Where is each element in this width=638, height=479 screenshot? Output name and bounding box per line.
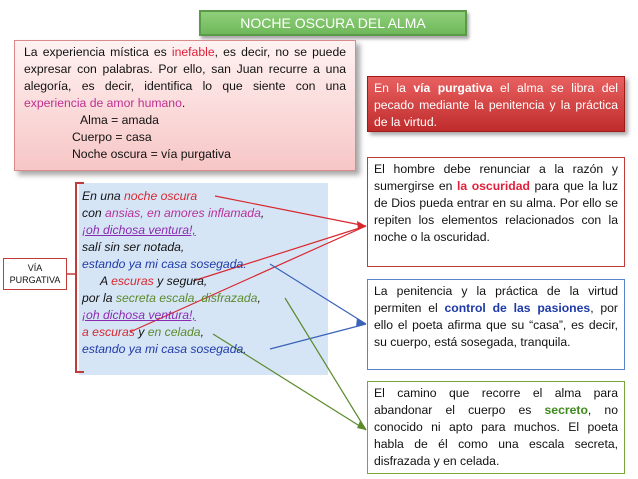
poem-line: salí sin ser notada, xyxy=(82,240,185,254)
poem-line: ¡oh dichosa ventura!, xyxy=(82,223,196,237)
poem-line: En una noche oscura xyxy=(82,189,198,203)
intro-line-alma: Alma = amada xyxy=(80,113,159,127)
poem-line: A escuras y segura, xyxy=(100,274,208,288)
intro-text-1: La experiencia mística es xyxy=(24,45,172,59)
poem-line: estando ya mi casa sosegada. xyxy=(82,342,247,356)
purgativa-bold: vía purgativa xyxy=(413,81,493,95)
intro-line-noche: Noche oscura = vía purgativa xyxy=(72,147,231,161)
poem-text xyxy=(82,188,332,358)
box1-bold: la oscuridad xyxy=(456,179,530,193)
intro-inefable: inefable xyxy=(171,45,215,59)
box2-text-1: La penitencia y la práctica de la virtud permiten el xyxy=(374,284,618,315)
box1-text-2: para que la luz de Dios pueda entrar en su alma. Por ello se repiten los elementos relacionados con la noche o la oscuridad. xyxy=(374,179,619,244)
poem-line: estando ya mi casa sosegada. xyxy=(82,257,247,271)
poem-line: ¡oh dichosa ventura!, xyxy=(82,308,196,322)
intro-line-cuerpo: Cuerpo = casa xyxy=(72,130,152,144)
box3-bold: secreto xyxy=(544,403,588,417)
poem-line: a escuras y en celada, xyxy=(82,325,204,339)
intro-text-3: . xyxy=(181,96,186,110)
box3-text-1: El camino que recorre el alma para abandonar el cuerpo es xyxy=(374,386,618,417)
intro-amor: experiencia de amor humano xyxy=(24,96,182,110)
via-purgativa-label: VÍA PURGATIVA xyxy=(3,258,67,290)
poem-line: por la secreta escala, disfrazada, xyxy=(82,291,261,305)
box2-bold: control de las pasiones xyxy=(444,301,591,315)
purgativa-text-1: En la xyxy=(374,81,414,95)
box1-text-1: El hombre debe renunciar a la razón y sumergirse en xyxy=(374,162,618,193)
page-title: NOCHE OSCURA DEL ALMA xyxy=(199,10,467,36)
poem-line: con ansias, en amores inflamada, xyxy=(82,206,265,220)
intro-text-2: , es decir, no se puede expresar con palabras. Por ello, san Juan recurre a una alegoría, es decir, identifica lo que siente con una xyxy=(24,45,346,93)
box3-text-2: , no conocido ni apto para muchos. El poeta habla de él como una escala secreta, disfrazada y en celada. xyxy=(374,403,618,468)
box2-text-2: , por ello el poeta afirma que su “casa”, es decir, su cuerpo, está sosegada, tranquila. xyxy=(374,301,618,349)
purgativa-text-2: el alma se libra del pecado mediante la penitencia y la práctica de la virtud. xyxy=(374,81,618,129)
